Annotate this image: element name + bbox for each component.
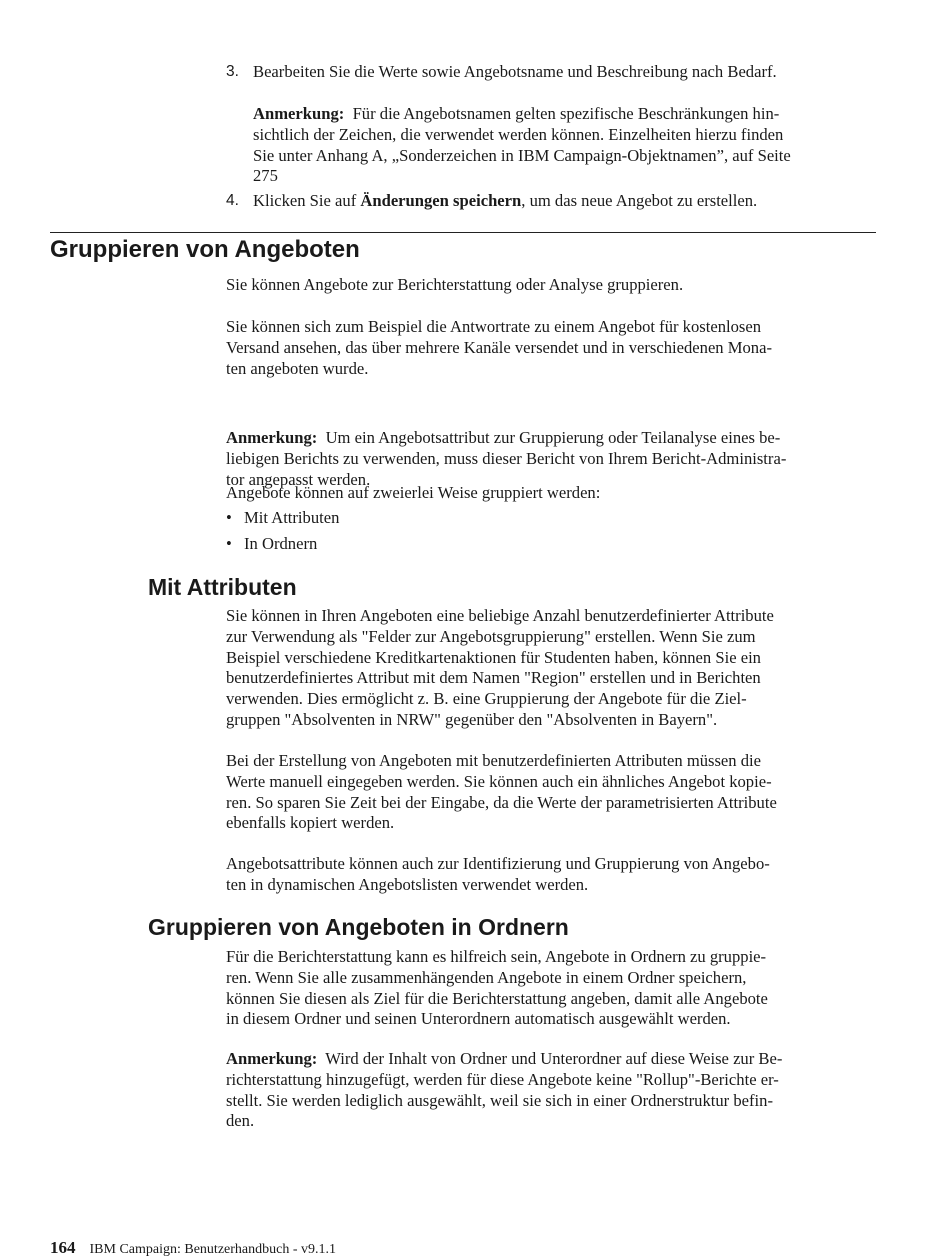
note-line: richterstattung hinzugefügt, werden für diese Angebote keine "Rollup"-Berichte er- — [226, 1069, 779, 1089]
note-line: Wird der Inhalt von Ordner und Unterordner auf diese Weise zur Be- — [325, 1049, 783, 1068]
text-line: zur Verwendung als "Felder zur Angebotsgruppierung" erstellen. Wenn Sie zum — [226, 626, 756, 646]
text-line: Sie können in Ihren Angeboten eine beliebige Anzahl benutzerdefinierter Attribute — [226, 606, 774, 625]
note-line: Um ein Angebotsattribut zur Gruppierung oder Teilanalyse eines be- — [325, 428, 781, 447]
text-line: verwenden. Dies ermöglicht z. B. eine Gruppierung der Angebote für die Ziel- — [226, 689, 747, 709]
text-line: Versand ansehen, das über mehrere Kanäle versendet und in verschiedenen Mona- — [226, 337, 772, 357]
bullet-icon: • — [226, 508, 232, 527]
page-footer — [50, 1238, 336, 1258]
note-line: liebigen Berichts zu verwenden, muss dieser Bericht von Ihrem Bericht-Administra- — [226, 448, 787, 468]
section-heading-gruppieren: Gruppieren von Angeboten — [50, 236, 360, 263]
footer-text: IBM Campaign: Benutzerhandbuch - v9.1.1 — [89, 1242, 337, 1257]
note — [226, 1049, 876, 1132]
step-number: 4. — [226, 192, 239, 209]
text-line: Angebotsattribute können auch zur Identifizierung und Gruppierung von Angebo- — [226, 854, 770, 873]
step-3-note — [253, 104, 876, 187]
step-text: Bearbeiten Sie die Werte sowie Angebotsname und Beschreibung nach Bedarf. — [253, 62, 777, 81]
paragraph — [226, 606, 876, 731]
step-text — [253, 191, 876, 212]
note-line: Für die Angebotsnamen gelten spezifische Beschränkungen hin- — [352, 104, 780, 123]
note-label: Anmerkung: — [226, 1049, 318, 1068]
note-line: sichtlich der Zeichen, die verwendet werden können. Einzelheiten hierzu finden — [253, 124, 784, 144]
bullet-icon: • — [226, 534, 232, 553]
step-text-pre: Klicken Sie auf — [253, 191, 361, 210]
paragraph — [226, 751, 876, 834]
note — [226, 428, 876, 490]
text-line: ren. So sparen Sie Zeit bei der Eingabe, da die Werte der parametrisierten Attribute — [226, 792, 777, 812]
section-heading-mit-attributen: Mit Attributen — [148, 574, 297, 600]
page-number: 164 — [50, 1238, 76, 1257]
text-line: Beispiel verschiedene Kreditkartenaktionen für Studenten haben, können Sie ein — [226, 647, 761, 667]
text-line: Für die Berichterstattung kann es hilfreich sein, Angebote in Ordnern zu gruppie- — [226, 947, 767, 966]
paragraph — [226, 317, 876, 379]
paragraph: Angebote können auf zweierlei Weise gruppiert werden: — [226, 483, 601, 502]
list-item-text: In Ordnern — [244, 534, 318, 553]
text-line: Sie können sich zum Beispiel die Antwortrate zu einem Angebot für kostenlosen — [226, 317, 762, 336]
text-line: Werte manuell eingegeben werden. Sie können auch ein ähnliches Angebot kopie- — [226, 771, 772, 791]
save-changes-label: Änderungen speichern — [360, 191, 522, 210]
text-line: in diesem Ordner und seinen Unterordnern automatisch ausgewählt werden. — [226, 1009, 731, 1029]
text-line: ren. Wenn Sie alle zusammenhängenden Angebote in einem Ordner speichern, — [226, 967, 747, 987]
text-line: ten angeboten wurde. — [226, 358, 369, 378]
note-line: den. — [226, 1111, 255, 1131]
section-heading-ordnern: Gruppieren von Angeboten in Ordnern — [148, 914, 569, 940]
list-item-text: Mit Attributen — [244, 508, 340, 527]
text-line: gruppen "Absolventen in NRW" gegenüber den "Absolventen in Bayern". — [226, 709, 718, 729]
step-number: 3. — [226, 63, 239, 80]
note-label: Anmerkung: — [253, 104, 345, 123]
note-line: tor angepasst werden. — [226, 469, 371, 489]
note-label: Anmerkung: — [226, 428, 318, 447]
step-text-post: , um das neue Angebot zu erstellen. — [521, 191, 758, 210]
paragraph: Sie können Angebote zur Berichterstattung oder Analyse gruppieren. — [226, 275, 684, 294]
text-line: ten in dynamischen Angebotslisten verwendet werden. — [226, 874, 589, 894]
section-rule — [50, 232, 876, 233]
text-line: benutzerdefiniertes Attribut mit dem Namen "Region" erstellen und in Berichten — [226, 668, 761, 688]
note-line: stellt. Sie werden lediglich ausgewählt, weil sie sich in einer Ordnerstruktur befin- — [226, 1090, 773, 1110]
note-line: 275 — [253, 166, 278, 186]
paragraph — [226, 947, 876, 1030]
text-line: ebenfalls kopiert werden. — [226, 813, 395, 833]
paragraph — [226, 854, 876, 896]
note-line: Sie unter Anhang A, „Sonderzeichen in IBM Campaign-Objektnamen”, auf Seite — [253, 145, 791, 165]
text-line: können Sie diesen als Ziel für die Berichterstattung angeben, damit alle Angebote — [226, 988, 768, 1008]
text-line: Bei der Erstellung von Angeboten mit benutzerdefinierten Attributen müssen die — [226, 751, 762, 770]
